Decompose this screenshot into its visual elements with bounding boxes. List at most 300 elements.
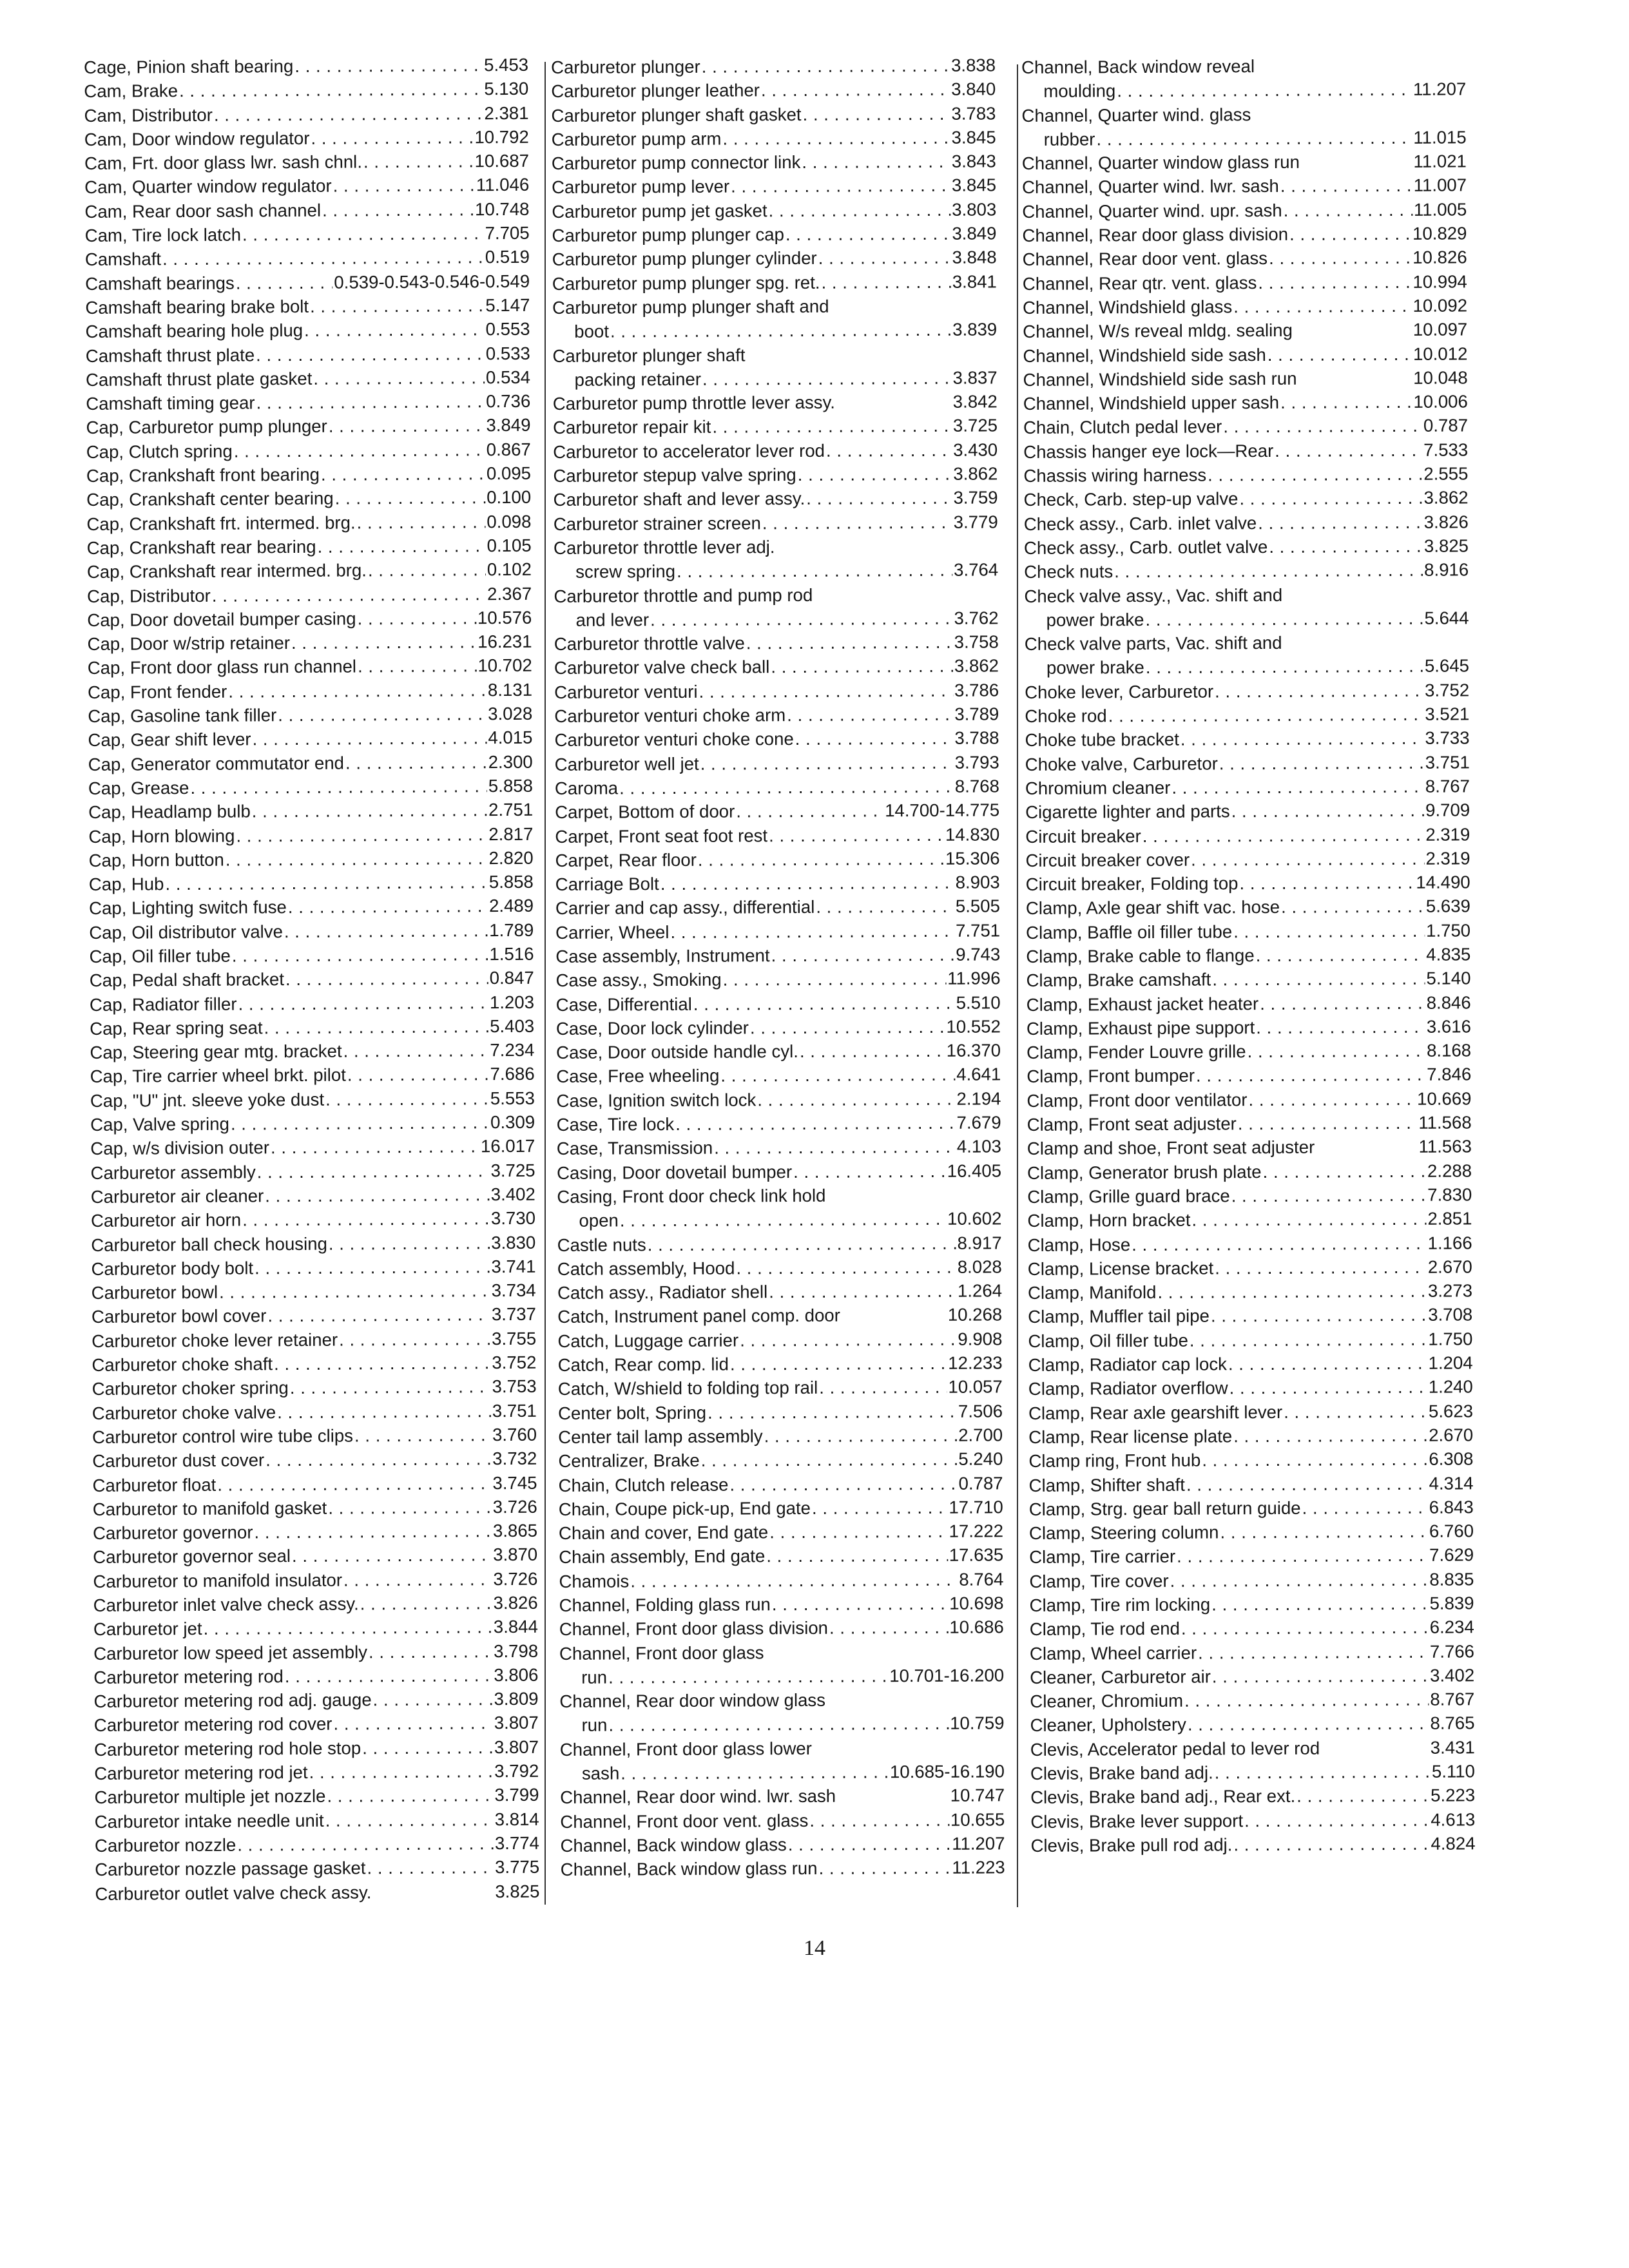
entry-label: Channel, Windshield side sash run bbox=[1023, 368, 1297, 390]
entry-label: Cap, Rear spring seat bbox=[90, 1017, 263, 1039]
dot-leader bbox=[1239, 870, 1414, 896]
entry-reference-number: 0.309 bbox=[490, 1111, 535, 1133]
dot-leader bbox=[285, 1663, 493, 1688]
entry-reference-number: 8.028 bbox=[957, 1256, 1002, 1277]
dot-leader bbox=[1211, 1591, 1429, 1617]
entry-label: Clamp, Shifter shaft bbox=[1028, 1474, 1186, 1495]
entry-label: Center tail lamp assembly bbox=[558, 1426, 763, 1447]
entry-label-continued: power brake bbox=[1046, 657, 1144, 678]
index-entry bbox=[1024, 533, 1469, 560]
index-entry bbox=[1025, 678, 1469, 704]
dot-leader bbox=[1215, 678, 1423, 703]
dot-leader bbox=[313, 365, 485, 390]
index-entry bbox=[92, 1374, 537, 1401]
entry-label: Cap, Crankshaft rear bearing bbox=[86, 536, 316, 558]
index-entry bbox=[1030, 1831, 1475, 1858]
entry-reference-number: 3.730 bbox=[490, 1208, 536, 1229]
entry-label: Circuit breaker bbox=[1025, 825, 1141, 847]
index-entry bbox=[87, 533, 532, 561]
entry-reference-number: 4.641 bbox=[956, 1064, 1001, 1085]
entry-label: Carburetor throttle lever adj. bbox=[553, 537, 775, 558]
index-entry bbox=[1023, 341, 1467, 368]
index-entry bbox=[88, 749, 533, 776]
dot-leader bbox=[619, 774, 954, 800]
entry-reference-number: 10.687 bbox=[474, 150, 530, 171]
index-entry bbox=[1030, 1639, 1474, 1666]
entry-reference-number: 8.846 bbox=[1426, 992, 1471, 1013]
index-entry bbox=[551, 77, 996, 104]
entry-reference-number: 10.702 bbox=[477, 655, 532, 676]
entry-label: Carburetor well jet bbox=[554, 753, 699, 774]
entry-label: Choke lever, Carburetor bbox=[1025, 681, 1214, 702]
entry-label: Carburetor pump plunger shaft and bbox=[552, 296, 829, 318]
dot-leader bbox=[1260, 990, 1425, 1015]
dot-leader bbox=[288, 894, 488, 919]
dot-leader bbox=[1244, 1807, 1429, 1832]
index-entry bbox=[559, 1591, 1003, 1617]
dot-leader bbox=[290, 1375, 491, 1400]
index-entry bbox=[90, 966, 534, 993]
index-entry bbox=[555, 918, 1000, 945]
index-entry bbox=[93, 1663, 538, 1690]
index-entry bbox=[89, 870, 534, 897]
entry-reference-number: 3.725 bbox=[952, 415, 998, 436]
index-entry bbox=[90, 1014, 534, 1041]
entry-reference-number: 3.753 bbox=[492, 1376, 537, 1397]
dot-leader bbox=[700, 750, 954, 775]
entry-reference-number: 3.807 bbox=[494, 1736, 539, 1757]
entry-label: Cap, Hub bbox=[88, 874, 164, 895]
entry-label: Cleaner, Chromium bbox=[1030, 1690, 1184, 1712]
dot-leader bbox=[761, 77, 950, 102]
dot-leader bbox=[339, 1327, 490, 1352]
entry-reference-number: 0.095 bbox=[486, 463, 532, 484]
dot-leader bbox=[1233, 1832, 1429, 1857]
dot-leader bbox=[1198, 1639, 1429, 1664]
index-entry bbox=[87, 581, 532, 608]
entry-reference-number: 14.490 bbox=[1416, 872, 1470, 892]
entry-reference-number: 11.005 bbox=[1413, 199, 1467, 220]
entry-reference-number: 5.858 bbox=[488, 871, 534, 892]
entry-reference-number: 2.489 bbox=[488, 896, 534, 916]
entry-label: Clamp ring, Front hub bbox=[1028, 1450, 1201, 1472]
entry-label: Cap, Oil filler tube bbox=[89, 945, 231, 966]
index-entry bbox=[93, 1542, 537, 1570]
entry-reference-number: 3.845 bbox=[951, 127, 996, 148]
index-entry bbox=[84, 101, 528, 128]
dot-leader bbox=[722, 126, 950, 151]
entry-reference-number: 1.750 bbox=[1428, 1329, 1473, 1349]
index-entry bbox=[88, 774, 533, 801]
index-entry bbox=[554, 510, 998, 536]
entry-label: Cap, Gasoline tank filler bbox=[88, 705, 277, 726]
entry-reference-number: 3.734 bbox=[491, 1280, 536, 1301]
entry-label: Carburetor choke lever retainer bbox=[92, 1329, 338, 1351]
entry-label: Camshaft bbox=[84, 249, 162, 270]
entry-label: Carpet, Front seat foot rest bbox=[555, 825, 768, 847]
entry-label: Carburetor ball check housing bbox=[91, 1233, 327, 1255]
index-entry bbox=[1023, 461, 1468, 488]
entry-label: Check assy., Carb. outlet valve bbox=[1023, 536, 1268, 558]
index-entry bbox=[1028, 1375, 1473, 1401]
index-entry bbox=[1029, 1519, 1474, 1545]
entry-reference-number: 5.223 bbox=[1431, 1785, 1476, 1806]
index-entry bbox=[92, 1470, 537, 1497]
entry-label: Cap, Pedal shaft bracket bbox=[89, 969, 285, 991]
index-entry bbox=[86, 485, 531, 512]
index-entry bbox=[555, 846, 999, 872]
entry-reference-number: 8.768 bbox=[954, 776, 1000, 796]
entry-label: Check assy., Carb. inlet valve bbox=[1023, 512, 1257, 534]
dot-leader bbox=[787, 702, 953, 727]
entry-label: Carburetor dust cover bbox=[92, 1450, 265, 1472]
entry-label: Cigarette lighter and parts bbox=[1025, 801, 1230, 823]
index-entry bbox=[559, 1471, 1003, 1497]
entry-label: Clamp, Steering column bbox=[1028, 1522, 1219, 1544]
entry-reference-number: 3.741 bbox=[491, 1256, 536, 1277]
dot-leader bbox=[769, 1279, 956, 1304]
index-entry bbox=[1028, 1231, 1472, 1257]
dot-leader bbox=[317, 533, 485, 559]
dot-leader bbox=[264, 1014, 489, 1039]
index-entry bbox=[554, 726, 999, 753]
index-entry bbox=[555, 966, 1000, 993]
index-entry bbox=[559, 1687, 1004, 1738]
entry-label: Channel, Rear door glass division bbox=[1022, 224, 1289, 246]
index-entry bbox=[90, 1110, 535, 1137]
entry-label: Clamp, Tire rim locking bbox=[1029, 1594, 1211, 1615]
dot-leader bbox=[712, 414, 952, 439]
entry-reference-number: 10.759 bbox=[950, 1713, 1005, 1734]
entry-reference-number: 10.748 bbox=[474, 198, 530, 220]
entry-label: Carburetor pump plunger spg. ret. bbox=[552, 272, 820, 294]
entry-label: Catch, Luggage carrier bbox=[557, 1330, 739, 1351]
index-entry bbox=[556, 1086, 1001, 1113]
dot-leader bbox=[1157, 1279, 1427, 1304]
entry-reference-number: 4.314 bbox=[1429, 1472, 1474, 1494]
entry-label: Catch assy., Radiator shell bbox=[557, 1282, 768, 1303]
dot-leader bbox=[1219, 750, 1424, 775]
dot-leader bbox=[1281, 894, 1425, 919]
index-entry bbox=[85, 293, 530, 320]
index-entry bbox=[1027, 1062, 1471, 1089]
dot-leader bbox=[1188, 1711, 1429, 1736]
dot-leader bbox=[358, 654, 477, 678]
dot-leader bbox=[675, 1111, 956, 1137]
entry-reference-number: 8.916 bbox=[1424, 559, 1469, 580]
entry-reference-number: 2.288 bbox=[1427, 1160, 1472, 1181]
dot-leader bbox=[333, 1711, 493, 1736]
entry-reference-number: 0.534 bbox=[485, 367, 531, 388]
dot-leader bbox=[236, 822, 487, 848]
dot-leader bbox=[788, 1832, 951, 1857]
entry-label: Casing, Front door check link hold bbox=[557, 1185, 826, 1207]
dot-leader bbox=[818, 245, 951, 270]
index-entry bbox=[1028, 1399, 1473, 1425]
entry-label: Channel, W/s reveal mldg. sealing bbox=[1023, 320, 1293, 342]
index-entry bbox=[552, 245, 997, 272]
index-entry bbox=[85, 245, 530, 272]
entry-label: Carburetor bowl bbox=[91, 1282, 218, 1303]
dot-leader bbox=[237, 1831, 494, 1857]
dot-leader bbox=[1142, 822, 1425, 848]
entry-reference-number: 10.092 bbox=[1412, 295, 1468, 316]
entry-reference-number: 3.737 bbox=[491, 1304, 537, 1325]
dot-leader bbox=[190, 774, 487, 800]
entry-label-continued: and lever bbox=[575, 610, 650, 630]
entry-label: Cap, Crankshaft center bearing bbox=[86, 488, 334, 510]
index-entry bbox=[1026, 966, 1470, 993]
entry-label: Carburetor low speed jet assembly bbox=[93, 1641, 368, 1664]
index-entry bbox=[88, 677, 532, 704]
entry-reference-number: 3.803 bbox=[952, 199, 997, 220]
entry-label: Carburetor throttle valve bbox=[554, 633, 745, 655]
entry-label: Clamp, Oil filler tube bbox=[1028, 1330, 1188, 1351]
entry-label: Cap, "U" jnt. sleeve yoke dust bbox=[90, 1089, 325, 1111]
entry-reference-number: 0.102 bbox=[487, 559, 532, 580]
index-entry bbox=[1025, 702, 1469, 728]
index-entry bbox=[555, 750, 999, 776]
dot-leader bbox=[1215, 1255, 1427, 1280]
entry-label: Channel, Rear door vent. glass bbox=[1022, 248, 1268, 270]
index-entry bbox=[1023, 269, 1467, 296]
entry-label: Carburetor stepup valve spring bbox=[553, 465, 796, 486]
entry-label: Carburetor plunger shaft bbox=[552, 344, 746, 366]
index-entry bbox=[84, 77, 528, 104]
entry-reference-number: 3.521 bbox=[1425, 704, 1470, 724]
dot-leader bbox=[238, 990, 488, 1016]
entry-label: Camshaft timing gear bbox=[86, 392, 255, 414]
entry-label: Channel, Front door glass lower bbox=[559, 1738, 812, 1760]
index-entry bbox=[94, 1711, 539, 1738]
entry-label: Carburetor intake needle unit bbox=[94, 1810, 324, 1832]
entry-label: Case, Differential bbox=[555, 994, 692, 1015]
entry-label: Carburetor venturi choke cone bbox=[554, 729, 794, 751]
entry-reference-number: 3.725 bbox=[490, 1160, 535, 1180]
dot-leader bbox=[360, 1591, 492, 1616]
dot-leader bbox=[1229, 1375, 1427, 1400]
index-entry bbox=[84, 197, 529, 224]
index-entry bbox=[1028, 1279, 1472, 1305]
entry-label: Clamp, Horn bracket bbox=[1027, 1209, 1191, 1231]
index-entry bbox=[1029, 1591, 1474, 1617]
entry-label: Carburetor governor bbox=[92, 1522, 253, 1544]
entry-label: Cam, Quarter window regulator bbox=[84, 176, 332, 198]
index-entry bbox=[555, 870, 1000, 896]
entry-reference-number: 0.100 bbox=[487, 487, 532, 508]
entry-label: Cap, w/s division outer bbox=[90, 1137, 270, 1159]
entry-reference-number: 6.234 bbox=[1429, 1617, 1474, 1638]
dot-leader bbox=[1145, 606, 1423, 632]
column-divider bbox=[1017, 64, 1018, 1907]
dot-leader bbox=[232, 942, 488, 968]
entry-label: Carburetor plunger shaft gasket bbox=[551, 104, 802, 126]
index-entry bbox=[1027, 1135, 1472, 1161]
dot-leader bbox=[277, 1399, 491, 1424]
dot-leader bbox=[1248, 1087, 1416, 1112]
entry-reference-number: 1.240 bbox=[1428, 1376, 1473, 1398]
entry-reference-number: 3.726 bbox=[492, 1496, 537, 1517]
dot-leader bbox=[1238, 1111, 1418, 1136]
entry-label: Clamp, Tie rod end bbox=[1029, 1619, 1181, 1640]
entry-reference-number: 8.767 bbox=[1430, 1689, 1475, 1709]
dot-leader bbox=[648, 1231, 956, 1256]
dot-leader bbox=[826, 438, 952, 463]
dot-leader bbox=[1196, 1062, 1425, 1088]
index-entry bbox=[1028, 1303, 1472, 1329]
entry-reference-number: 7.751 bbox=[955, 920, 1001, 941]
index-entry bbox=[552, 149, 996, 176]
entry-reference-number: 3.848 bbox=[952, 247, 997, 268]
entry-reference-number: 16.231 bbox=[477, 631, 532, 652]
index-entry bbox=[1025, 798, 1470, 825]
entry-reference-number: 5.453 bbox=[483, 54, 529, 75]
entry-label: Carburetor multiple jet nozzle bbox=[94, 1786, 326, 1808]
index-entry bbox=[90, 1038, 534, 1065]
dot-leader bbox=[769, 822, 944, 847]
entry-label: Catch assembly, Hood bbox=[557, 1258, 735, 1279]
entry-reference-number: 5.553 bbox=[490, 1088, 535, 1108]
index-entry bbox=[554, 486, 998, 512]
dot-leader bbox=[1280, 173, 1412, 198]
index-entry bbox=[1026, 870, 1470, 896]
entry-reference-number: 10.057 bbox=[948, 1376, 1003, 1398]
entry-reference-number: 3.825 bbox=[495, 1881, 540, 1901]
dot-leader bbox=[1228, 1351, 1427, 1376]
entry-reference-number: 5.505 bbox=[955, 896, 1001, 917]
index-entry bbox=[559, 1495, 1003, 1521]
entry-label: Clamp, Front door ventilator bbox=[1027, 1089, 1248, 1111]
index-entry bbox=[1030, 1759, 1475, 1785]
entry-reference-number: 3.814 bbox=[494, 1809, 539, 1829]
entry-label: Clamp, Exhaust pipe support bbox=[1026, 1017, 1255, 1039]
entry-label: Chain, Clutch release bbox=[558, 1474, 729, 1495]
entry-label: Carburetor outlet valve check assy. bbox=[95, 1881, 372, 1904]
dot-leader bbox=[1233, 1423, 1427, 1448]
entry-label: Cam, Rear door sash channel bbox=[84, 200, 322, 222]
entry-label: Castle nuts bbox=[557, 1234, 646, 1255]
index-entry bbox=[88, 798, 533, 825]
dot-leader bbox=[278, 702, 487, 727]
dot-leader bbox=[1117, 77, 1412, 103]
index-entry bbox=[1025, 629, 1469, 680]
dot-leader bbox=[343, 1567, 492, 1592]
entry-label: Chassis hanger eye lock—Rear bbox=[1023, 440, 1274, 462]
entry-label: Carburetor to accelerator lever rod bbox=[553, 440, 825, 462]
entry-reference-number: 3.849 bbox=[952, 223, 997, 244]
index-entry bbox=[93, 1566, 537, 1593]
dot-leader bbox=[740, 1327, 956, 1352]
entry-reference-number: 10.048 bbox=[1413, 367, 1468, 388]
entry-label: Case assy., Smoking bbox=[555, 969, 722, 991]
dot-leader bbox=[793, 1158, 946, 1184]
index-entry bbox=[555, 822, 999, 849]
dot-leader bbox=[363, 149, 474, 173]
entry-reference-number: 10.552 bbox=[946, 1016, 1001, 1037]
entry-label: Chain assembly, End gate bbox=[559, 1546, 766, 1568]
entry-label: Carburetor venturi bbox=[554, 681, 698, 702]
entry-reference-number: 3.751 bbox=[492, 1400, 537, 1421]
entry-reference-number: 7.846 bbox=[1427, 1064, 1472, 1085]
index-entry bbox=[86, 509, 531, 536]
entry-label: Channel, Windshield glass bbox=[1022, 296, 1233, 318]
entry-reference-number: 2.851 bbox=[1427, 1208, 1472, 1229]
entry-reference-number: 16.017 bbox=[480, 1136, 535, 1157]
index-entry bbox=[1023, 293, 1467, 320]
index-entry bbox=[93, 1687, 538, 1714]
dot-leader bbox=[1280, 390, 1412, 414]
index-entry bbox=[561, 1856, 1005, 1882]
dot-leader bbox=[309, 1759, 493, 1784]
dot-leader bbox=[257, 1158, 490, 1184]
entry-label: Check nuts bbox=[1024, 561, 1113, 582]
index-entry bbox=[560, 1783, 1005, 1810]
index-entry bbox=[1029, 1567, 1474, 1593]
entry-label: Channel, Front door vent. glass bbox=[560, 1810, 809, 1832]
index-entry bbox=[554, 702, 999, 728]
index-entry bbox=[92, 1423, 537, 1450]
index-entry bbox=[1025, 822, 1470, 849]
entry-label: Carriage Bolt bbox=[555, 874, 659, 895]
index-entry bbox=[94, 1759, 539, 1786]
dot-leader bbox=[267, 1303, 490, 1328]
entry-label: Clamp, Strg. gear ball return guide bbox=[1028, 1497, 1301, 1519]
dot-leader bbox=[292, 1543, 492, 1568]
entry-label: Carburetor assembly bbox=[90, 1162, 256, 1183]
dot-leader bbox=[369, 1639, 492, 1664]
entry-label: Check valve assy., Vac. shift and bbox=[1024, 584, 1283, 606]
entry-label: Cap, Front door glass run channel bbox=[87, 656, 357, 678]
entry-reference-number: 3.809 bbox=[494, 1688, 539, 1709]
dot-leader bbox=[771, 943, 955, 968]
dot-leader bbox=[242, 1206, 490, 1232]
index-entry bbox=[1021, 53, 1466, 103]
entry-reference-number: 2.300 bbox=[488, 751, 533, 772]
dot-leader bbox=[226, 846, 488, 872]
entry-reference-number: 3.733 bbox=[1425, 727, 1470, 749]
entry-reference-number: 3.752 bbox=[492, 1352, 537, 1373]
index-entry bbox=[559, 1567, 1003, 1593]
entry-label: Cap, Steering gear mtg. bracket bbox=[90, 1041, 342, 1063]
index-entry bbox=[1025, 774, 1470, 800]
index-entry bbox=[85, 269, 530, 296]
dot-leader bbox=[274, 1350, 490, 1376]
dot-leader bbox=[1284, 198, 1412, 222]
index-entry bbox=[1024, 582, 1469, 632]
entry-label: Chassis wiring harness bbox=[1023, 465, 1207, 486]
index-entry bbox=[552, 173, 996, 200]
entry-label: Carburetor to manifold insulator bbox=[93, 1570, 343, 1591]
entry-label: Channel, Rear door window glass bbox=[559, 1689, 826, 1712]
entry-label: Carburetor pump jet gasket bbox=[552, 200, 767, 222]
entry-reference-number: 3.870 bbox=[493, 1544, 538, 1565]
index-entry bbox=[92, 1446, 537, 1474]
entry-reference-number: 3.752 bbox=[1425, 680, 1470, 700]
dot-leader bbox=[1215, 1760, 1431, 1785]
dot-leader bbox=[729, 1471, 957, 1496]
entry-reference-number: 10.829 bbox=[1412, 223, 1467, 244]
dot-leader bbox=[345, 750, 487, 775]
index-entry bbox=[1022, 221, 1467, 247]
entry-label-continued: moulding bbox=[1043, 81, 1116, 102]
dot-leader bbox=[162, 245, 484, 271]
entry-reference-number: 1.166 bbox=[1427, 1232, 1472, 1253]
entry-label: Clamp, Brake cable to flange bbox=[1026, 945, 1255, 966]
dot-leader bbox=[660, 870, 954, 896]
entry-label: Case, Ignition switch lock bbox=[556, 1090, 757, 1111]
index-column-1 bbox=[84, 53, 540, 1906]
index-entry bbox=[1027, 1086, 1471, 1113]
